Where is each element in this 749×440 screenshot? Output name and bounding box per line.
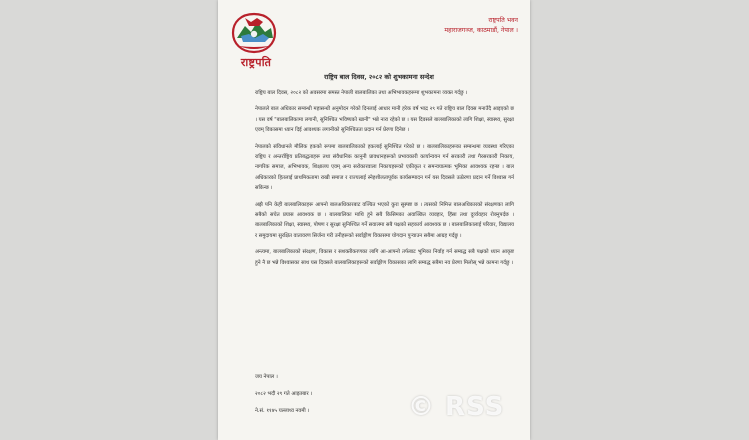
paragraph: राष्ट्रिय बाल दिवस, २०८२ को अवसरमा समस्त नेपाली बालबालिका तथा अभिभावकहरूमा शुभकामना व्यक्त गर्दछु । [255, 90, 468, 96]
signoff [255, 372, 312, 423]
paragraph: अन्त्यमा, बालबालिकाको संरक्षण, विकास र सशक्तीकरणका लागि आ-आफ्नो तर्फबाट भूमिका निर्वाह गर्न सम्बद्ध सबै पक्षको ध्यान आकृष्ट हुने नै छ भन्ने विश्वासका साथ यस दिवसले बालबालिकाहरूको सर्वाङ्गीण विकासका लागि सम्बद्ध सबैमा नव प्रेरणा मिलोस् भन्ने कामना गर्दछु । [255, 249, 514, 266]
office-address [444, 16, 518, 36]
office-location: महाराजगञ्ज, काठमाडौं, नेपाल । [444, 27, 518, 34]
office-name: राष्ट्रपति भवन [488, 17, 518, 24]
emblem-caption: राष्ट्रपति [240, 56, 272, 69]
paragraph: नेपालले बाल अधिकार सम्बन्धी महासन्धी अनुमोदन गरेको दिनलाई आधार मानी हरेक वर्ष भाद्र २९ गते राष्ट्रिय बाल दिवस मनाउँदै आइएको छ । यस वर्ष "बालबालिकामा लगानी, सुनिश्चित भविष्यको खानी" भन्ने नारा रहेको छ । यस दिवसले बालबालिकाको लागि शिक्षा, स्वास्थ्य, सुरक्षा एवम् विकासमा ध्यान दिई आवश्यक लगानीको सुनिश्चितता प्रदान गर्न प्रेरणा दिनेछ । [255, 106, 514, 134]
paragraph: अझै पनि केही बालबालिकाहरू आफ्नो बालअधिकारबाट वञ्चित भएको कुरा सुस्पष्ट छ । त्यसको निमित्त बालअधिकारको संरक्षणका लागि सबैको सचेत प्रयास आवश्यक छ । बालबालिका माथि हुने सबै किसिमका अवाञ्छित व्यवहार, हिंसा तथा दुर्व्यवहार रोक्नुपर्दछ । बालबालिकाको शिक्षा, स्वास्थ्य, पोषण र सुरक्षा सुनिश्चित गर्ने सवालमा सबै पक्षको सहकार्य आवश्यक छ । बालबालिकालाई परिवार, विद्यालय र समुदायमा सुरक्षित वातावरण सिर्जना गरी उनीहरूको सर्वाङ्गीण विकासमा योगदान पुऱ्याउन सबैमा आग्रह गर्दछु । [255, 201, 514, 239]
closing-line: जय नेपाल । [255, 374, 278, 380]
rss-watermark: © RSS [408, 392, 505, 422]
letter-ref-date: ने.सं. ११४५ यल्लाथ्व नवमी । [255, 408, 310, 414]
paragraph: नेपालको संविधानले मौलिक हकको रूपमा बालबालिकाको हकलाई सुनिश्चित गरेको छ । बालबालिकाहरूका सम्बन्धमा व्यवस्था गरिएका राष्ट्रिय र अन्तर्राष्ट्रिय प्रतिबद्धताहरू तथा संवैधानिक कानुनी प्रावधानहरूको प्रभावकारी कार्यान्वयन गर्न सरकारी तथा गैरसरकारी निकाय, नागरिक समाज, अभिभावक, शिक्षालय एवम् अन्य सरोकारवाला निकायहरूको एकीकृत र समन्वयात्मक भूमिका आवश्यक रहन्छ । बाल अधिकारको हितलाई प्राथमिकतामा राखी समाज र राज्यलाई स्नेहशीलतापूर्वक कार्यसम्पादन गर्न यस दिवसले उत्प्रेरणा प्रदान गर्ने विश्वास गर्न सकिन्छ । [255, 143, 514, 192]
national-emblem-icon [229, 12, 279, 54]
letter-page [218, 0, 530, 440]
letter-title: राष्ट्रिय बाल दिवस, २०८२ को शुभकामना सन्देश [324, 73, 434, 81]
letter-body [255, 88, 514, 274]
letter-date: २०८२ भदौ २९ गते आइतबार । [255, 391, 313, 397]
